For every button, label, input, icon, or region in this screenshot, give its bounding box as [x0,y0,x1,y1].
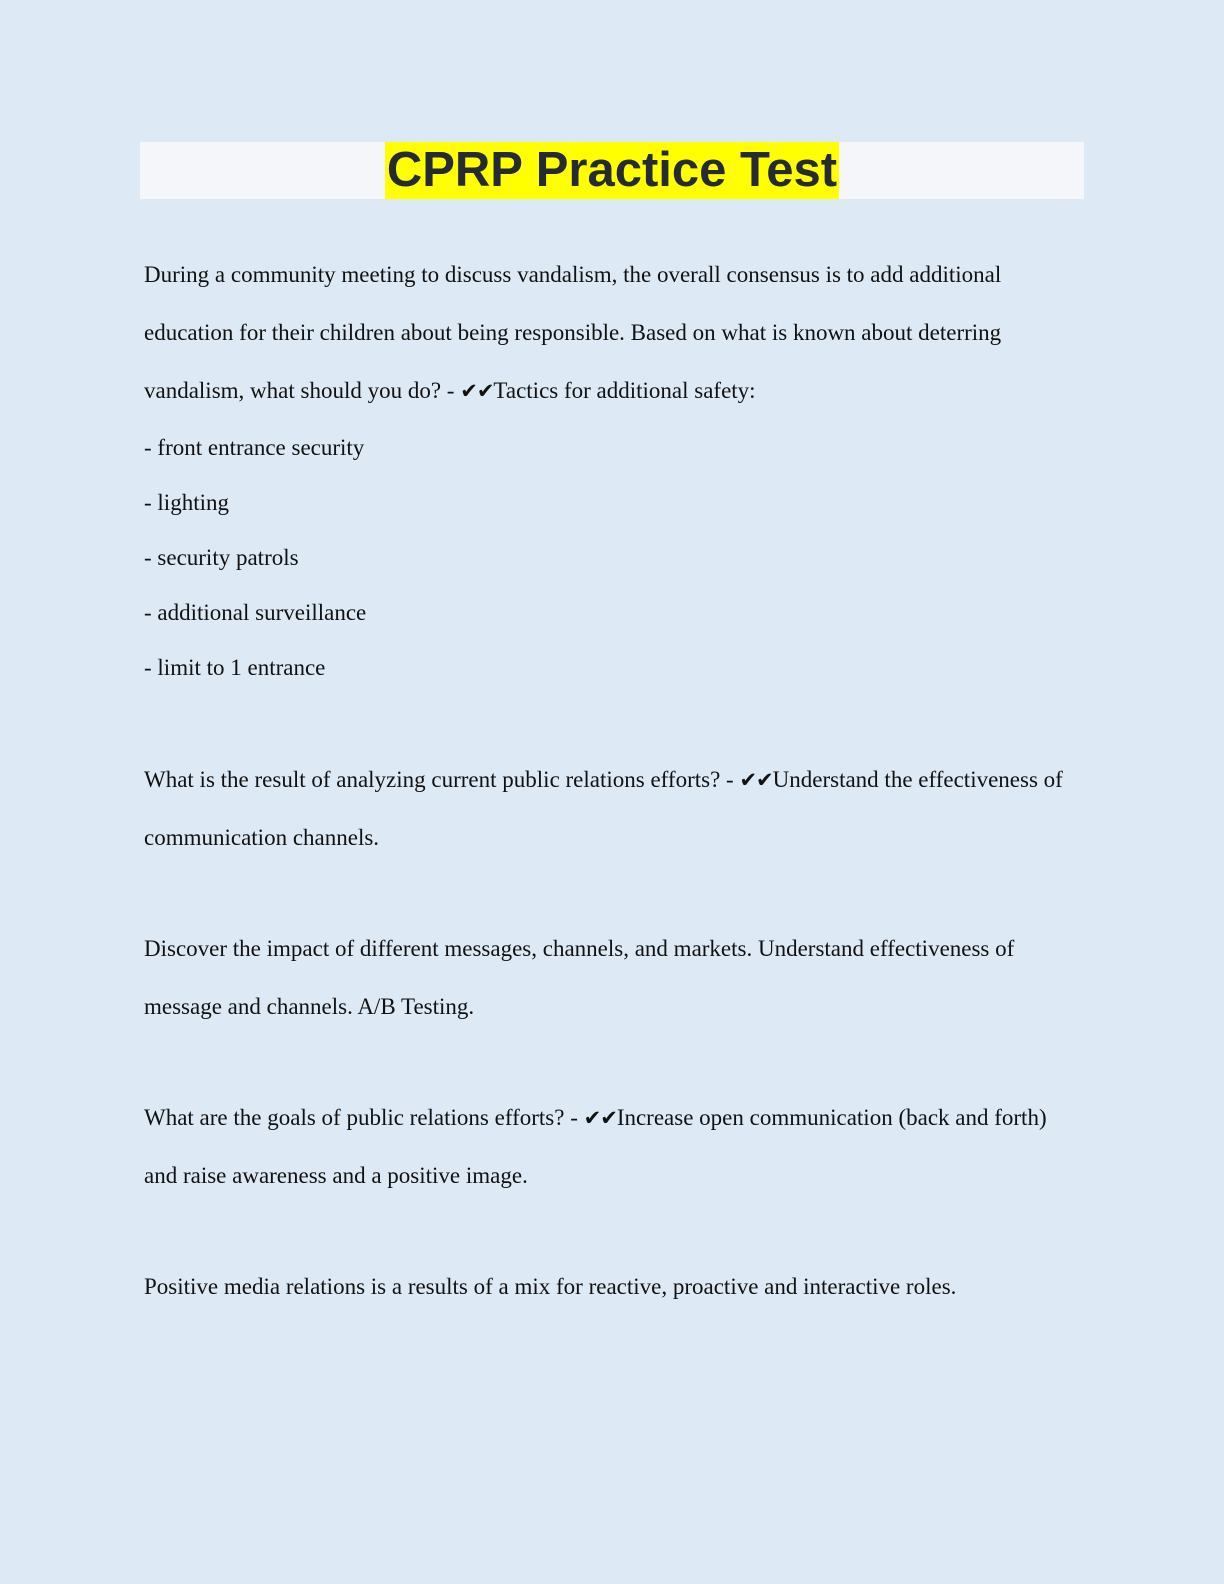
answer-2-text: Understand the effectiveness of communication channels. [144,767,1063,850]
title-band [140,142,1084,199]
page-title: CPRP Practice Test [386,143,838,197]
question-1 [144,246,1084,420]
check-icon: ✔✔ [739,768,773,792]
check-icon: ✔✔ [583,1106,617,1130]
list-item: - lighting [144,490,229,515]
paragraph-3: Discover the impact of different messages, channels, and markets. Understand effectiveness of message and channels. A/B Testing. [144,936,1015,1019]
safety-tactics-list [144,420,1084,695]
list-item: - limit to 1 entrance [144,655,326,680]
question-2-text: What is the result of analyzing current public relations efforts? - [144,767,740,792]
answer-3-text: Increase open communication (back and forth) and raise awareness and a positive image. [144,1105,1047,1188]
list-item: - front entrance security [144,435,365,460]
document-body [144,246,1084,1316]
answer-1-text: Tactics for additional safety: [493,378,756,403]
list-item: - security patrols [144,545,299,570]
question-3 [144,1089,1084,1205]
question-2 [144,751,1084,867]
list-item: - additional surveillance [144,600,367,625]
question-3-text: What are the goals of public relations efforts? - [144,1105,584,1130]
paragraph-5: Positive media relations is a results of a mix for reactive, proactive and interactive roles. [144,1274,957,1299]
question-1-text: During a community meeting to discuss vandalism, the overall consensus is to add additional education for their children about being responsible. Based on what is known about deterring vandalism, what should you do? - [144,262,1002,403]
check-icon: ✔✔ [460,379,494,403]
